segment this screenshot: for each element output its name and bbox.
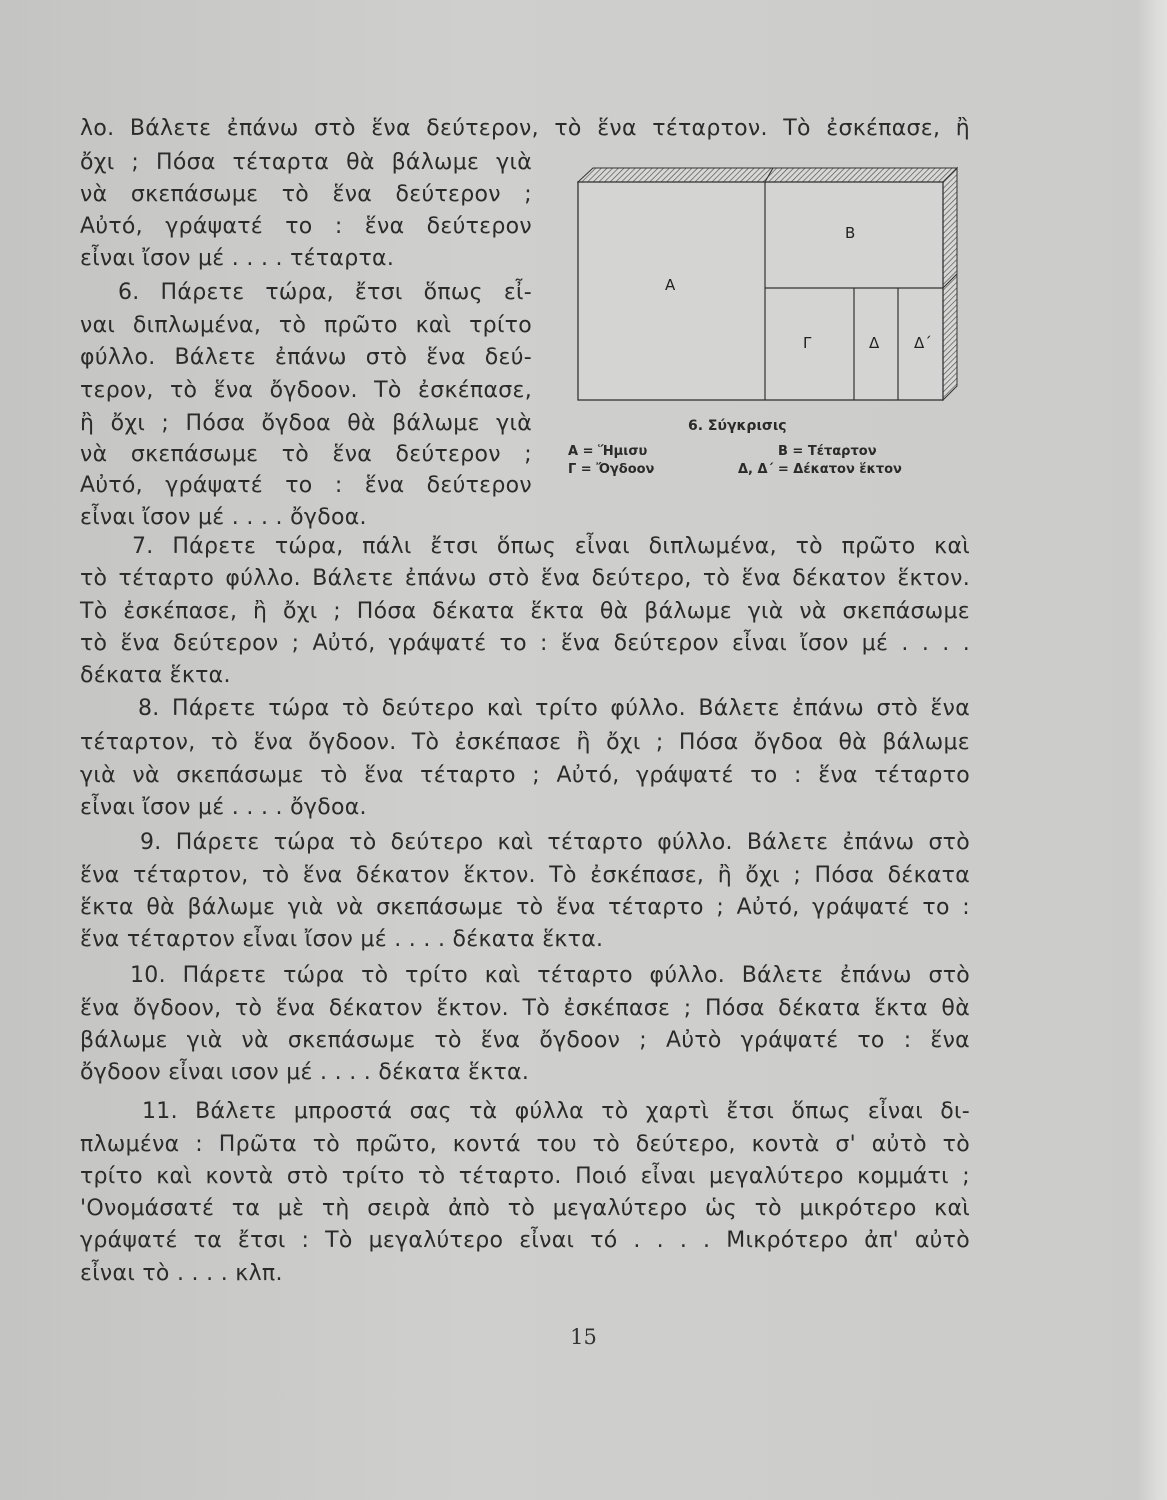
- text-line-32: πλωμένα : Πρῶτα τὸ πρῶτο, κοντά του τὸ δεύτερο, κοντὰ σ' αὐτὸ τὸ: [80, 1132, 970, 1157]
- page-number: 15: [570, 1325, 597, 1349]
- text-line-7: ναι διπλωμένα, τὸ πρῶτο καὶ τρίτο: [80, 313, 532, 338]
- text-line-10: ἢ ὄχι ; Πόσα ὄγδοα θὰ βάλωμε γιὰ: [80, 411, 532, 436]
- label-a: Α: [665, 276, 676, 294]
- text-line-22: εἶναι ἴσον μέ . . . . ὄγδοα.: [80, 795, 367, 820]
- text-line-13: εἶναι ἴσον μέ . . . . ὄγδοα.: [80, 505, 367, 530]
- text-line-2: ὄχι ; Πόσα τέταρτα θὰ βάλωμε γιὰ: [80, 150, 532, 175]
- label-b: Β: [845, 224, 856, 242]
- paragraph-7-start: 7. Πάρετε τώρα, πάλι ἔτσι ὅπως εἶναι διπλωμένα, τὸ πρῶτο καὶ: [132, 534, 970, 559]
- paragraph-10-start: 10. Πάρετε τώρα τὸ τρίτο καὶ τέταρτο φύλλο. Βάλετε ἐπάνω στὸ: [130, 963, 970, 988]
- label-d-prime: Δ΄: [914, 334, 932, 352]
- text-line-34: 'Ονομάσατέ τα μὲ τὴ σειρὰ ἀπὸ τὸ μεγαλύτερο ὡς τὸ μικρότερο καὶ: [80, 1196, 970, 1221]
- figure-caption-title: 6. Σύγκρισις: [688, 418, 787, 434]
- fraction-diagram: [575, 160, 965, 405]
- right-edge-gd: [943, 274, 957, 400]
- text-line-3: νὰ σκεπάσωμε τὸ ἕνα δεύτερον ;: [80, 182, 532, 207]
- text-line-1: λο. Βάλετε ἐπάνω στὸ ἕνα δεύτερον, τὸ ἕνα τέταρτον. Τὸ ἐσκέπασε, ἢ: [80, 116, 970, 141]
- text-line-11: νὰ σκεπάσωμε τὸ ἕνα δεύτερον ;: [80, 442, 532, 467]
- paragraph-8-start: 8. Πάρετε τώρα τὸ δεύτερο καὶ τρίτο φύλλο. Βάλετε ἐπάνω στὸ ἕνα: [138, 696, 970, 721]
- paragraph-11-start: 11. Βάλετε μπροστά σας τὰ φύλλα τὸ χαρτὶ ἔτσι ὅπως εἶναι δι-: [142, 1099, 970, 1124]
- text-line-21: γιὰ νὰ σκεπάσωμε τὸ ἕνα τέταρτο ; Αὐτό, γράψατέ το : ἕνα τέταρτο: [80, 763, 970, 788]
- fraction-comparison-figure: [575, 160, 965, 405]
- paragraph-6-start: 6. Πάρετε τώρα, ἔτσι ὅπως εἶ-: [118, 280, 532, 305]
- text-line-5: εἶναι ἴσον μέ . . . . τέταρτα.: [80, 246, 395, 271]
- text-line-18: δέκατα ἕκτα.: [80, 663, 231, 688]
- paper-front: [578, 182, 943, 400]
- paragraph-9-start: 9. Πάρετε τώρα τὸ δεύτερο καὶ τέταρτο φύλλο. Βάλετε ἐπάνω στὸ: [140, 830, 970, 855]
- text-line-20: τέταρτον, τὸ ἕνα ὄγδοον. Τὸ ἐσκέπασε ἢ ὄχι ; Πόσα ὄγδοα θὰ βάλωμε: [80, 730, 970, 755]
- text-line-30: ὄγδοον εἶναι ισον μέ . . . . δέκατα ἕκτα.: [80, 1060, 530, 1085]
- top-edge-a: [578, 168, 773, 182]
- legend-b: Β = Τέταρτον: [778, 444, 877, 459]
- text-line-36: εἶναι τὸ . . . . κλπ.: [80, 1261, 283, 1286]
- top-edge-b: [765, 168, 957, 182]
- text-line-9: τερον, τὸ ἕνα ὄγδοον. Τὸ ἐσκέπασε,: [80, 378, 532, 403]
- text-line-15: τὸ τέταρτο φύλλο. Βάλετε ἐπάνω στὸ ἕνα δεύτερο, τὸ ἕνα δέκατον ἕκτον.: [80, 566, 970, 591]
- text-line-28: ἕνα ὄγδοον, τὸ ἕνα δέκατον ἕκτον. Τὸ ἐσκέπασε ; Πόσα δέκατα ἕκτα θὰ: [80, 996, 970, 1021]
- text-line-29: βάλωμε γιὰ νὰ σκεπάσωμε τὸ ἕνα ὄγδοον ; Αὐτὸ γράψατέ το : ἕνα: [80, 1028, 970, 1053]
- text-line-26: ἕνα τέταρτον εἶναι ἴσον μέ . . . . δέκατα ἕκτα.: [80, 927, 604, 952]
- text-line-33: τρίτο καὶ κοντὰ στὸ τρίτο τὸ τέταρτο. Ποιό εἶναι μεγαλύτερο κομμάτι ;: [80, 1164, 970, 1189]
- legend-g: Γ = Ὄγδοον: [568, 462, 655, 477]
- text-line-16: Τὸ ἐσκέπασε, ἢ ὄχι ; Πόσα δέκατα ἕκτα θὰ βάλωμε γιὰ νὰ σκεπάσωμε: [80, 599, 970, 624]
- legend-d: Δ, Δ΄ = Δέκατον ἕκτον: [738, 462, 902, 477]
- text-line-24: ἕνα τέταρτον, τὸ ἕνα δέκατον ἕκτον. Τὸ ἐσκέπασε, ἢ ὄχι ; Πόσα δέκατα: [80, 863, 970, 888]
- text-line-35: γράψατέ τα ἔτσι : Τὸ μεγαλύτερο εἶναι τό . . . . Μικρότερο ἀπ' αὐτὸ: [80, 1228, 970, 1253]
- page-edge-shadow: [1137, 0, 1167, 1500]
- label-g: Γ: [803, 334, 812, 352]
- label-d: Δ: [869, 334, 880, 352]
- legend-a: Α = Ἥμισυ: [568, 444, 648, 459]
- text-line-25: ἕκτα θὰ βάλωμε γιὰ νὰ σκεπάσωμε τὸ ἕνα τέταρτο ; Αὐτό, γράψατέ το :: [80, 895, 970, 920]
- text-line-4: Αὐτό, γράψατέ το : ἕνα δεύτερον: [80, 214, 532, 239]
- right-edge-b: [943, 168, 957, 288]
- text-line-17: τὸ ἕνα δεύτερον ; Αὐτό, γράψατέ το : ἕνα δεύτερον εἶναι ἴσον μέ . . . .: [80, 631, 970, 656]
- text-line-8: φύλλο. Βάλετε ἐπάνω στὸ ἕνα δεύ-: [80, 345, 532, 370]
- text-line-12: Αὐτό, γράψατέ το : ἕνα δεύτερον: [80, 473, 532, 498]
